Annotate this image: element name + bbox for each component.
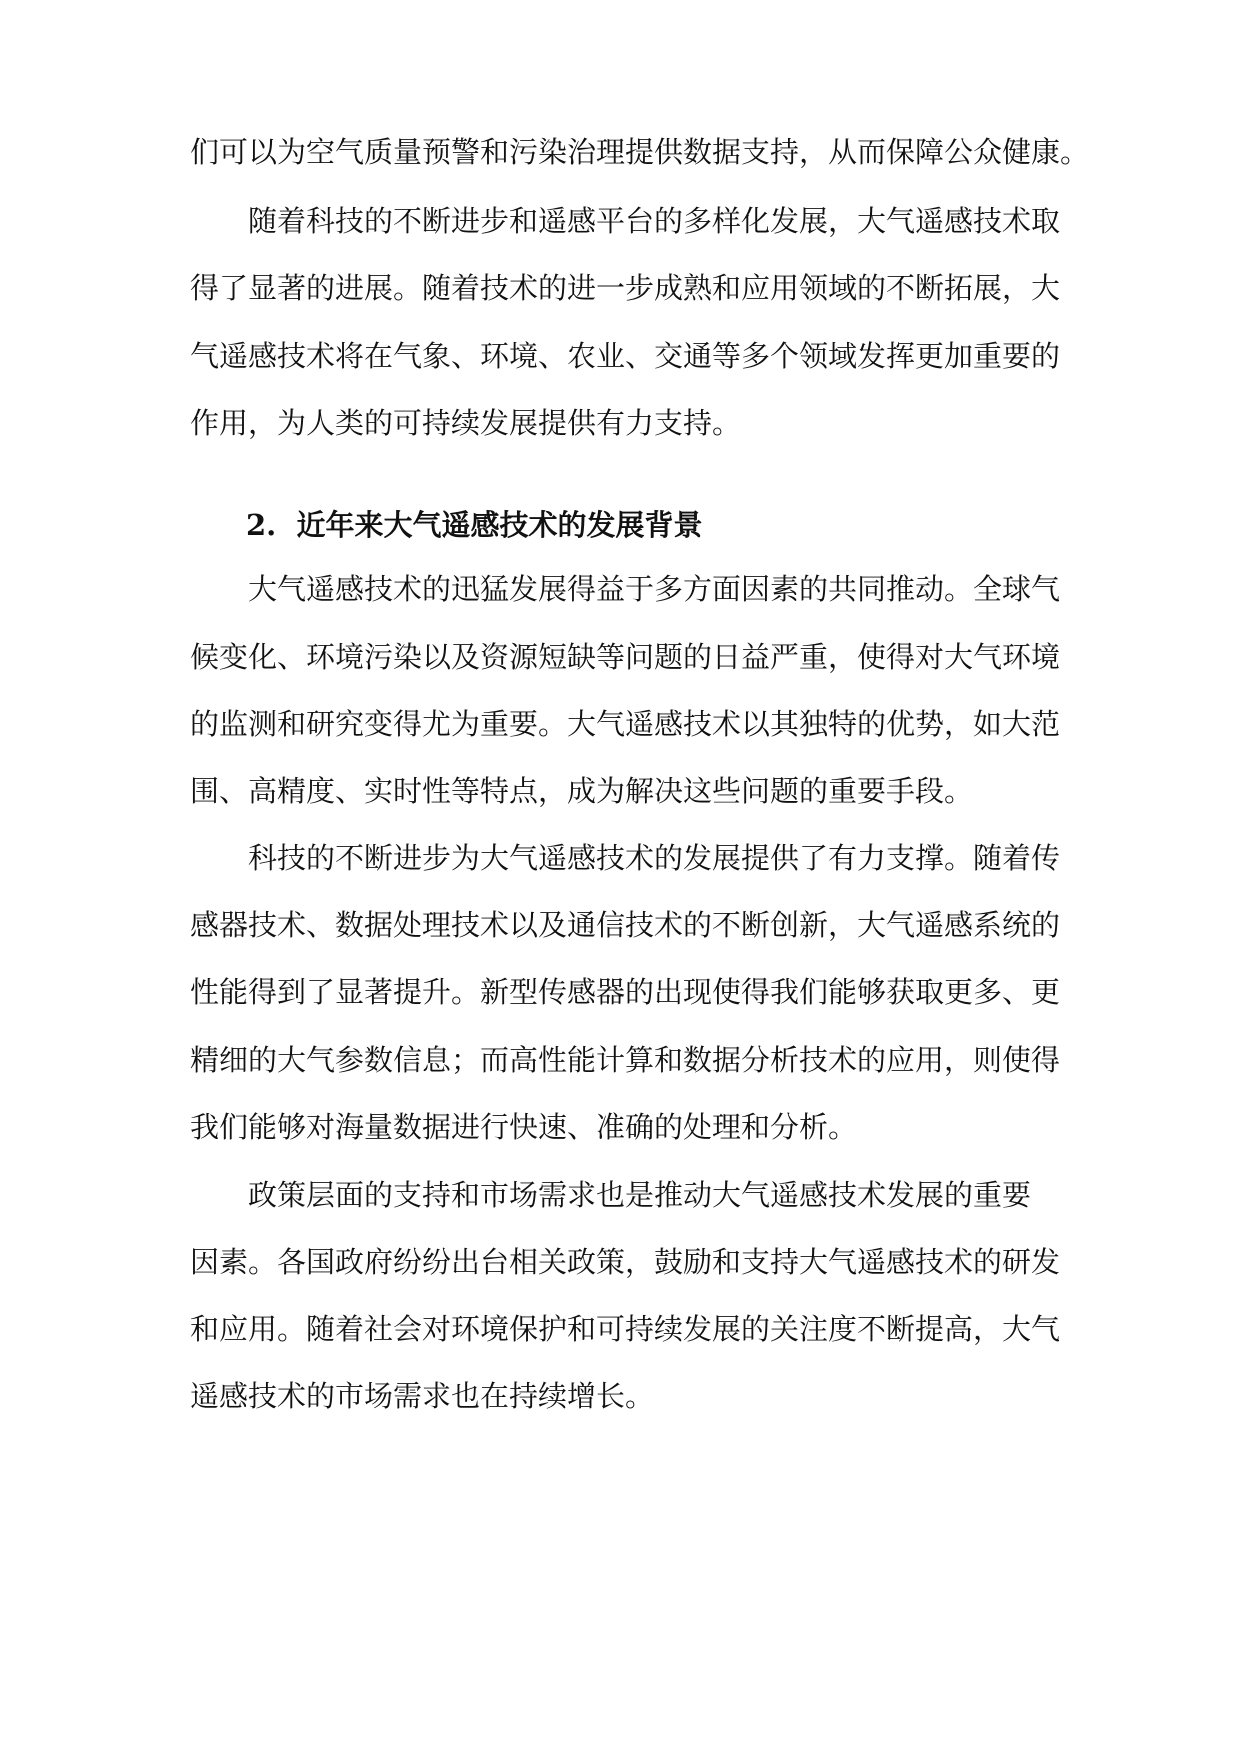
paragraph-line: 的监测和研究变得尤为重要。大气遥感技术以其独特的优势，如大范 bbox=[190, 707, 1061, 741]
paragraph-line: 随着科技的不断进步和遥感平台的多样化发展，大气遥感技术取 bbox=[248, 204, 1061, 238]
paragraph-line: 精细的大气参数信息；而高性能计算和数据分析技术的应用，则使得 bbox=[190, 1043, 1061, 1077]
paragraph-line: 得了显著的进展。随着技术的进一步成熟和应用领域的不断拓展，大 bbox=[190, 271, 1061, 305]
section-title: 近年来大气遥感技术的发展背景 bbox=[296, 508, 703, 542]
paragraph-line: 围、高精度、实时性等特点，成为解决这些问题的重要手段。 bbox=[190, 774, 974, 808]
paragraph-line: 候变化、环境污染以及资源短缺等问题的日益严重，使得对大气环境 bbox=[190, 640, 1061, 674]
paragraph-line: 和应用。随着社会对环境保护和可持续发展的关注度不断提高，大气 bbox=[190, 1312, 1061, 1346]
paragraph-line: 们可以为空气质量预警和污染治理提供数据支持，从而保障公众健康。 bbox=[190, 135, 1090, 169]
section-number: 2. bbox=[246, 508, 277, 542]
section-heading bbox=[246, 505, 703, 545]
paragraph-line: 作用，为人类的可持续发展提供有力支持。 bbox=[190, 406, 742, 440]
paragraph-line: 科技的不断进步为大气遥感技术的发展提供了有力支撑。随着传 bbox=[248, 841, 1061, 875]
paragraph-line: 大气遥感技术的迅猛发展得益于多方面因素的共同推动。全球气 bbox=[248, 572, 1061, 606]
paragraph-line: 政策层面的支持和市场需求也是推动大气遥感技术发展的重要 bbox=[248, 1178, 1032, 1212]
paragraph-line: 气遥感技术将在气象、环境、农业、交通等多个领域发挥更加重要的 bbox=[190, 339, 1061, 373]
paragraph-line: 我们能够对海量数据进行快速、准确的处理和分析。 bbox=[190, 1110, 858, 1144]
paragraph-line: 因素。各国政府纷纷出台相关政策，鼓励和支持大气遥感技术的研发 bbox=[190, 1245, 1061, 1279]
paragraph-line: 性能得到了显著提升。新型传感器的出现使得我们能够获取更多、更 bbox=[190, 975, 1061, 1009]
paragraph-line: 遥感技术的市场需求也在持续增长。 bbox=[190, 1379, 655, 1413]
paragraph-line: 感器技术、数据处理技术以及通信技术的不断创新，大气遥感系统的 bbox=[190, 908, 1061, 942]
